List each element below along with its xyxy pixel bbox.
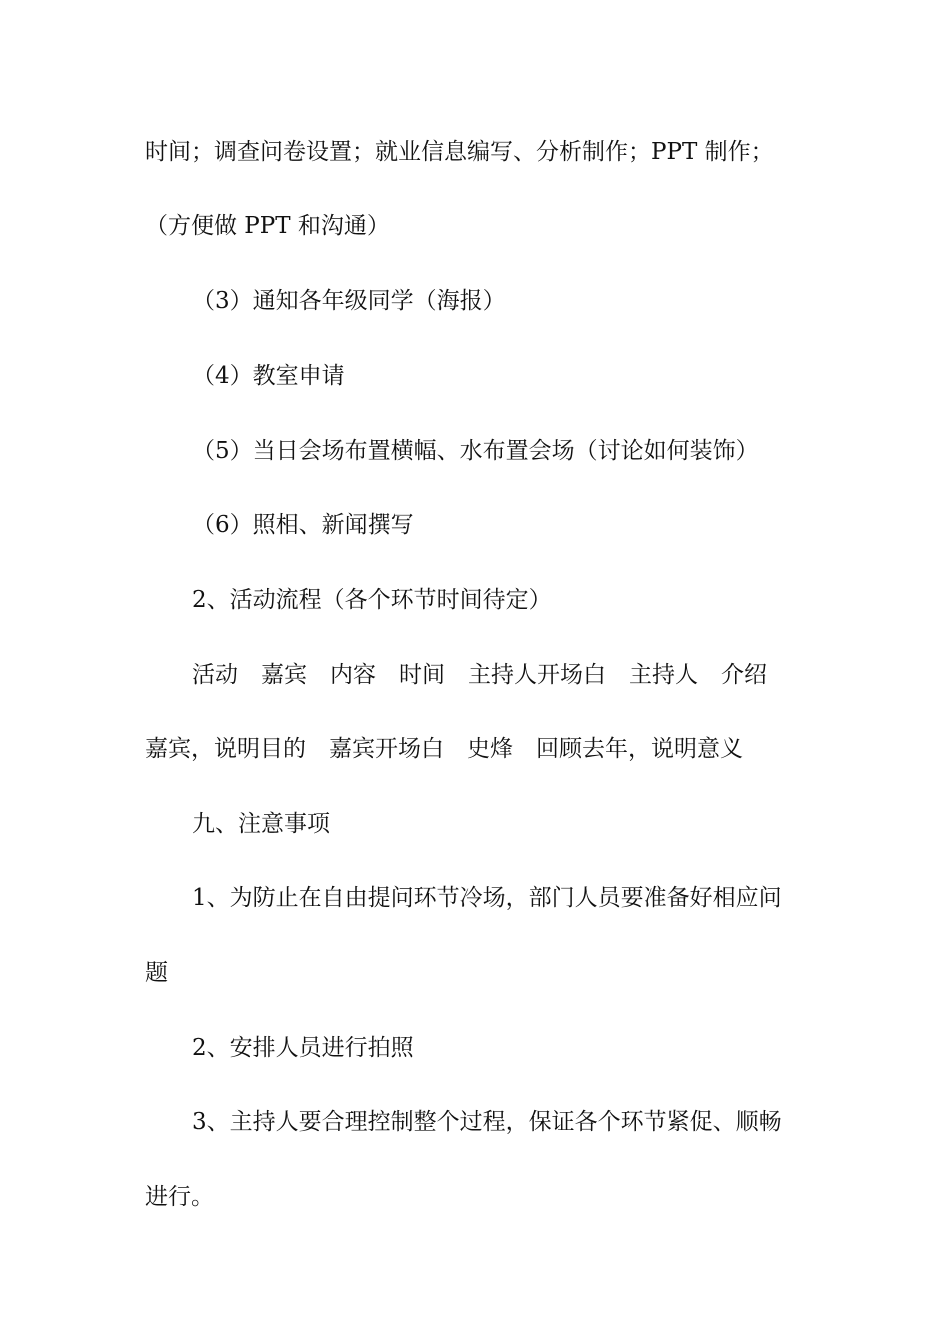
text-line: 嘉宾，说明目的 嘉宾开场白 史烽 回顾去年，说明意义 bbox=[145, 736, 743, 762]
text-line: 题 bbox=[145, 960, 168, 986]
text-line: （5）当日会场布置横幅、水布置会场（讨论如何装饰） bbox=[192, 438, 759, 464]
text-line: 2、活动流程（各个环节时间待定） bbox=[192, 587, 552, 613]
text-line: （4）教室申请 bbox=[192, 363, 345, 389]
text-line: 2、安排人员进行拍照 bbox=[192, 1035, 414, 1061]
text-line: （方便做 PPT 和沟通） bbox=[145, 213, 390, 239]
text-line: 1、为防止在自由提问环节冷场，部门人员要准备好相应问 bbox=[192, 885, 782, 911]
text-line: 活动 嘉宾 内容 时间 主持人开场白 主持人 介绍 bbox=[192, 662, 767, 688]
text-line: 进行。 bbox=[145, 1184, 214, 1210]
section-heading: 九、注意事项 bbox=[192, 811, 330, 837]
text-line: （6）照相、新闻撰写 bbox=[192, 512, 414, 538]
text-line: 3、主持人要合理控制整个过程，保证各个环节紧促、顺畅 bbox=[192, 1109, 782, 1135]
text-line: 时间；调查问卷设置；就业信息编写、分析制作；PPT 制作； bbox=[145, 139, 774, 165]
text-line: （3）通知各年级同学（海报） bbox=[192, 288, 506, 314]
